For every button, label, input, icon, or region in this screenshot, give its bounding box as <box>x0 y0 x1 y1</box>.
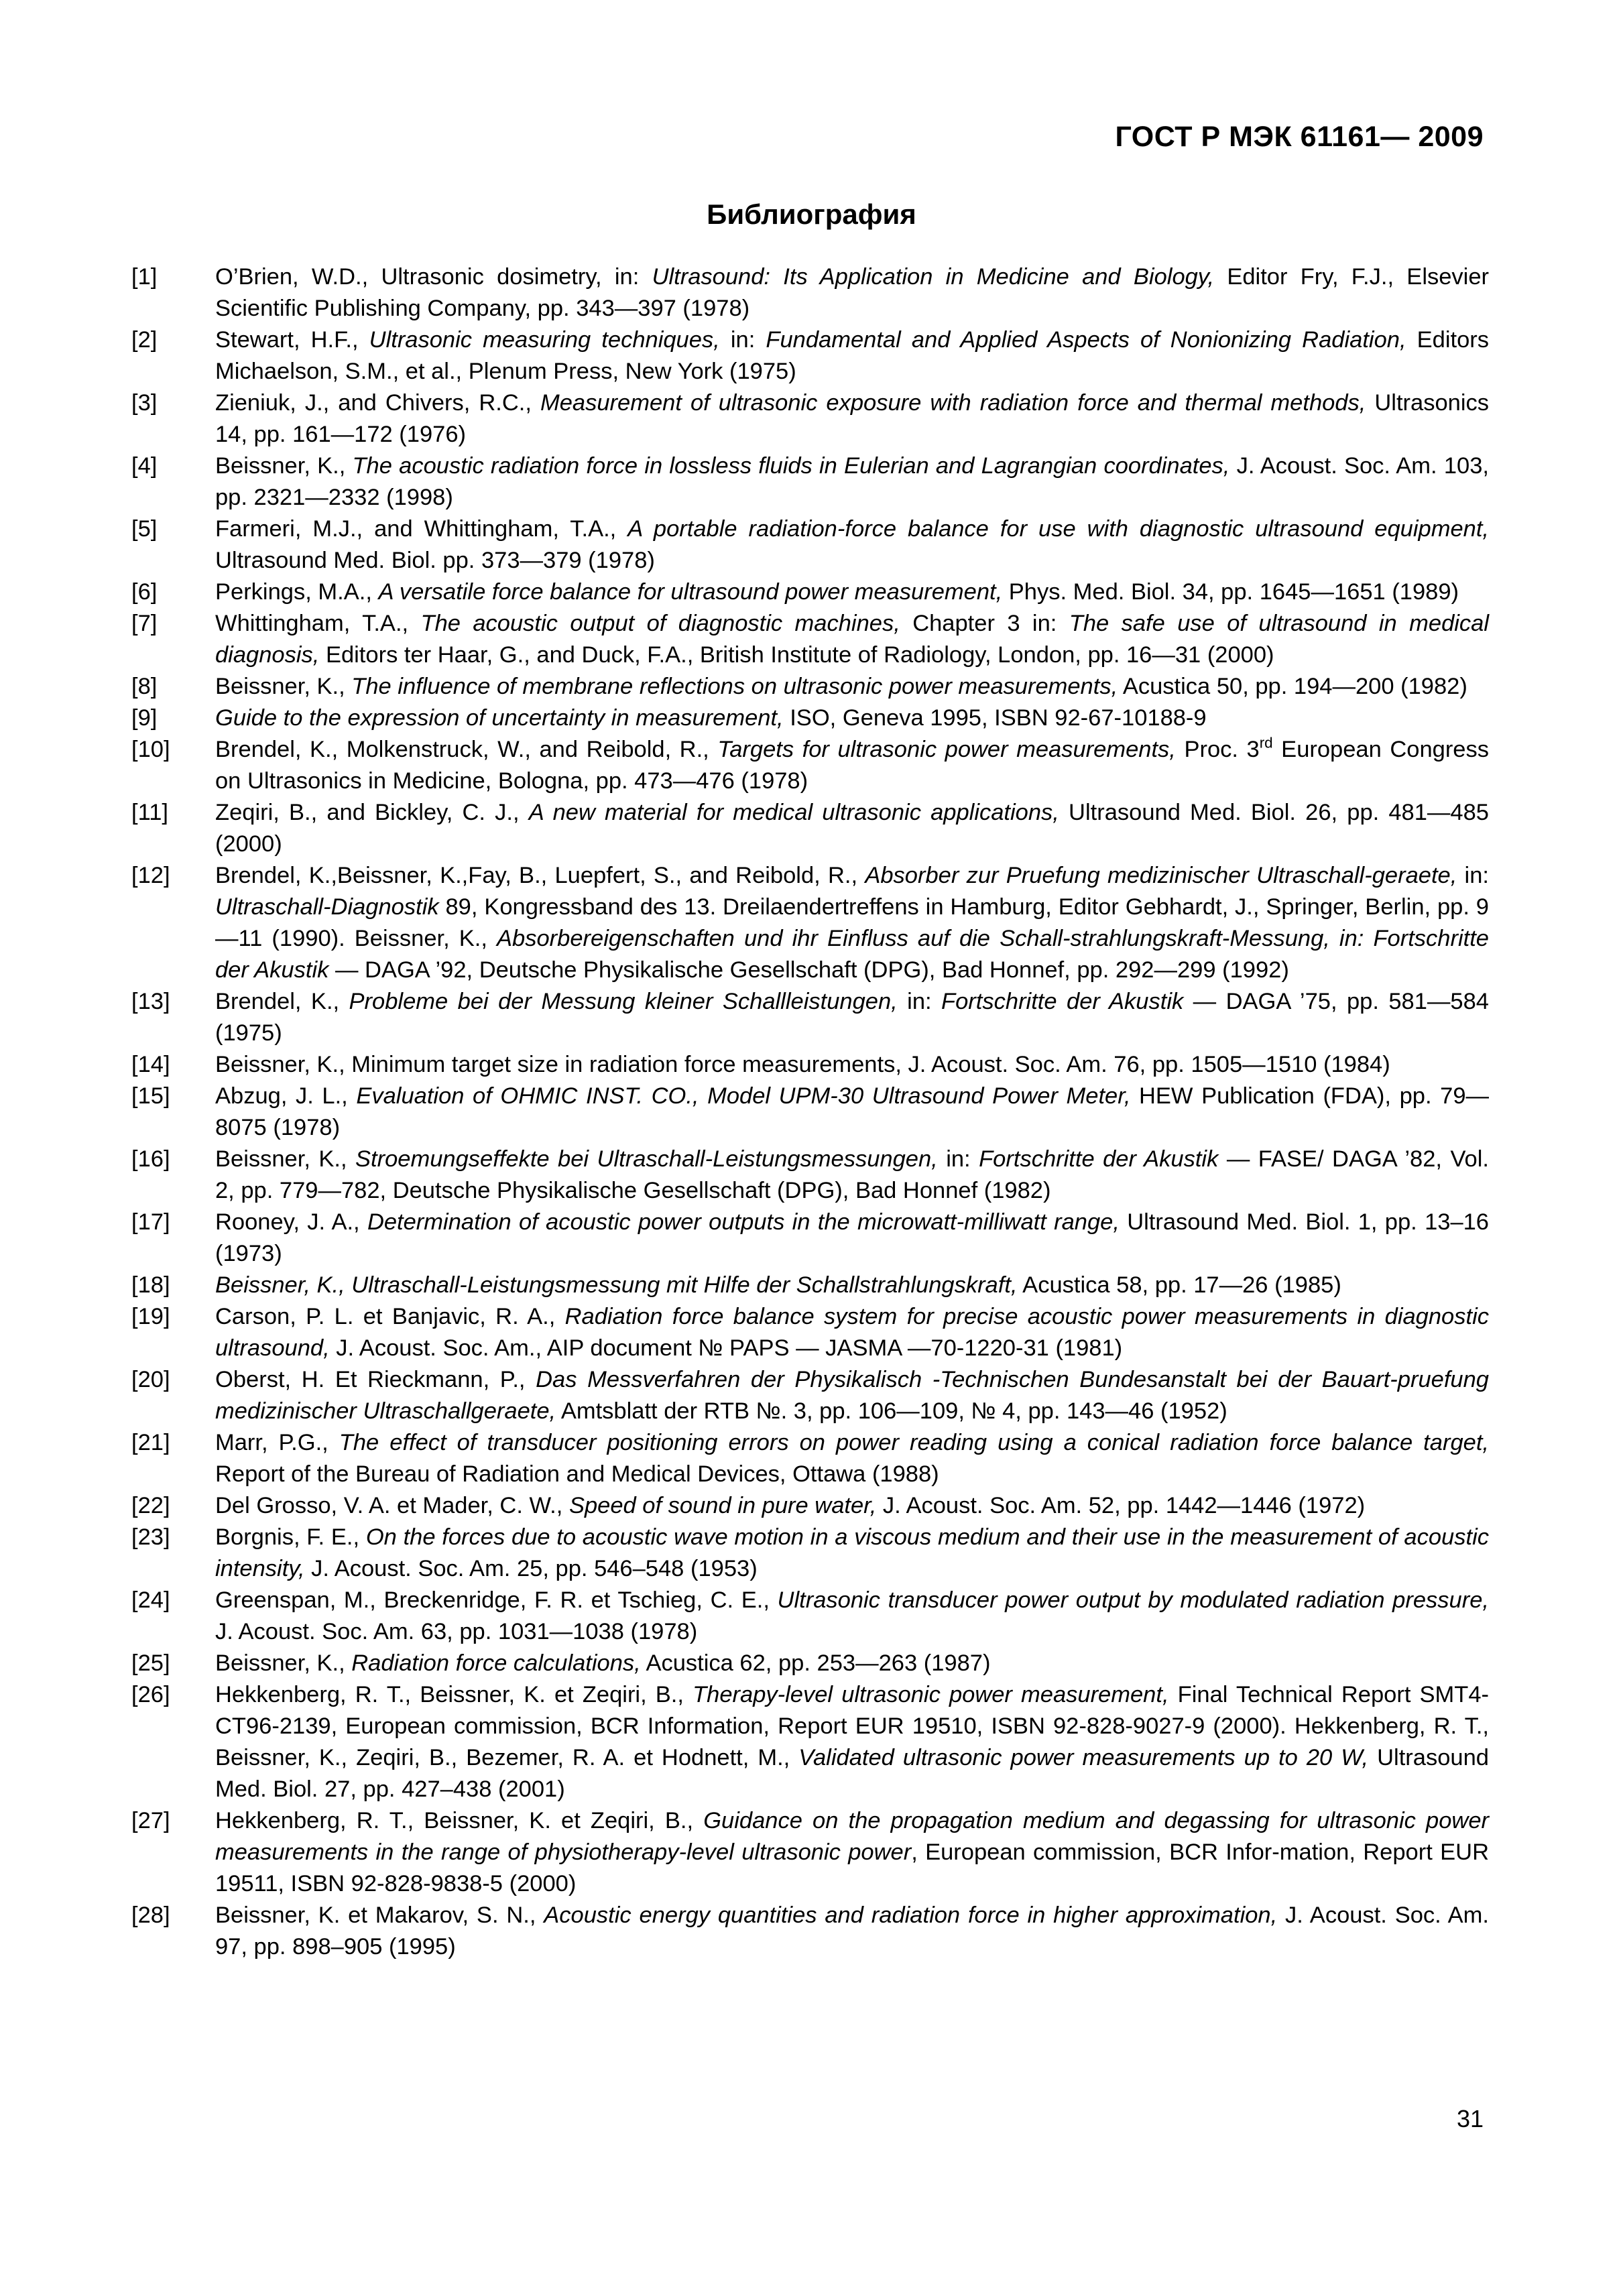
entry-number: [3] <box>131 390 158 416</box>
entry-number: [5] <box>131 516 158 542</box>
entry-number: [4] <box>131 453 158 479</box>
entry-number: [11] <box>131 800 168 825</box>
plain-text: in: <box>897 989 942 1014</box>
italic-text: Speed of sound in pure water, <box>568 1493 877 1518</box>
plain-text: Hekkenberg, R. T., Beissner, K. et Zeqiri, B., <box>215 1682 693 1707</box>
entry-number: [2] <box>131 327 158 353</box>
bibliography-entry <box>131 577 1489 608</box>
plain-text: J. Acoust. Soc. Am. 63, pp. 1031—1038 (1978) <box>215 1619 698 1644</box>
entry-number: [13] <box>131 989 170 1014</box>
entry-text <box>215 1522 1489 1585</box>
bibliography-entry <box>131 1270 1489 1301</box>
entry-text <box>215 450 1489 513</box>
plain-text: Zeqiri, B., and Bickley, C. J., <box>215 800 529 825</box>
bibliography-entry <box>131 1081 1489 1144</box>
plain-text: Whittingham, T.A., <box>215 611 421 636</box>
plain-text: 89, Kongressband des 13. Dreilaendertreffens in Hamburg, Editor Gebhardt, J., Springer, Berlin, pp. 9—11 (1990). Beissner, K., <box>215 894 1489 951</box>
plain-text: Ultrasonics 14, pp. 161—172 (1976) <box>215 390 1489 447</box>
italic-text: The safe use of ultrasound in medical diagnosis, <box>215 611 1490 668</box>
italic-text: Fundamental and Applied Aspects of Nonionizing Radiation, <box>766 327 1406 353</box>
entry-text <box>215 986 1489 1049</box>
italic-text: The effect of transducer positioning errors on power reading using a conical radiation force balance target, <box>339 1430 1489 1455</box>
italic-text: The acoustic output of diagnostic machines, <box>420 611 900 636</box>
italic-text: A new material for medical ultrasonic applications, <box>528 800 1059 825</box>
page-number: 31 <box>1456 2105 1484 2132</box>
plain-text: Report of the Bureau of Radiation and Medical Devices, Ottawa (1988) <box>215 1461 939 1487</box>
entry-text <box>215 797 1489 860</box>
bibliography-entry <box>131 1648 1489 1679</box>
entry-text <box>215 1427 1489 1490</box>
bibliography-entry <box>131 734 1489 797</box>
bibliography-entry <box>131 703 1489 734</box>
entry-text <box>215 1490 1489 1522</box>
plain-text: Proc. 3 <box>1175 737 1260 762</box>
entry-text <box>215 860 1489 986</box>
italic-text: Ultrasound: Its Application in Medicine and Biology, <box>652 264 1215 290</box>
bibliography-entry <box>131 1522 1489 1585</box>
entry-number: [15] <box>131 1083 170 1109</box>
plain-text: Carson, P. L. et Banjavic, R. A., <box>215 1304 565 1329</box>
plain-text: Acustica 62, pp. 253—263 (1987) <box>640 1650 991 1676</box>
entry-text <box>215 671 1489 703</box>
plain-text: Ultrasound Med. Biol. 27, pp. 427–438 (2001) <box>215 1745 1489 1802</box>
italic-text: Ultrasonic transducer power output by modulated radiation pressure, <box>777 1587 1489 1613</box>
plain-text: J. Acoust. Soc. Am. 25, pp. 546–548 (1953) <box>304 1556 758 1581</box>
plain-text: Stewart, H.F., <box>215 327 369 353</box>
italic-text: Measurement of ultrasonic exposure with radiation force and thermal methods, <box>540 390 1366 416</box>
italic-text: Ultrasonic measuring techniques, <box>369 327 720 353</box>
entry-number: [24] <box>131 1587 170 1613</box>
italic-text: The acoustic radiation force in lossless fluids in Eulerian and Lagrangian coordinates, <box>352 453 1230 479</box>
italic-text: Beissner, K., Ultraschall-Leistungsmessung mit Hilfe der Schallstrahlungskraft, <box>215 1272 1018 1298</box>
italic-text: Acoustic energy quantities and radiation force in higher approximation, <box>544 1902 1278 1928</box>
plain-text: Oberst, H. Et Rieckmann, P., <box>215 1367 536 1392</box>
entry-number: [23] <box>131 1524 170 1550</box>
italic-text: Validated ultrasonic power measurements up to 20 W, <box>798 1745 1369 1770</box>
plain-text: in: <box>937 1146 979 1172</box>
entry-text <box>215 513 1489 577</box>
italic-text: Radiation force balance system for precise acoustic power measurements in diagnostic ultrasound, <box>215 1304 1489 1361</box>
entry-number: [1] <box>131 264 158 290</box>
bibliography-entry <box>131 1490 1489 1522</box>
italic-text: Absorbereigenschaften und ihr Einfluss auf die Schall-strahlungskraft-Messung, in: Fortschritte der Akustik <box>215 926 1489 983</box>
entry-number: [7] <box>131 611 158 636</box>
entry-text <box>215 1144 1489 1207</box>
plain-text: Beissner, K., <box>215 674 352 699</box>
entry-number: [27] <box>131 1808 170 1833</box>
bibliography-entry <box>131 860 1489 986</box>
italic-text: Fortschritte der Akustik <box>941 989 1184 1014</box>
plain-text: Beissner, K., Minimum target size in radiation force measurements, J. Acoust. Soc. Am. 76, pp. 1505—1510 (1984) <box>215 1052 1390 1077</box>
bibliography-entry <box>131 986 1489 1049</box>
entry-text <box>215 1805 1489 1900</box>
bibliography-entry <box>131 1427 1489 1490</box>
entry-number: [8] <box>131 674 158 699</box>
plain-text: — DAGA ’92, Deutsche Physikalische Gesellschaft (DPG), Bad Honnef, pp. 292—299 (1992) <box>328 957 1289 983</box>
italic-text: Targets for ultrasonic power measurements, <box>717 737 1176 762</box>
plain-text: Hekkenberg, R. T., Beissner, K. et Zeqiri, B., <box>215 1808 704 1833</box>
plain-text: Zieniuk, J., and Chivers, R.C., <box>215 390 540 416</box>
italic-text: Evaluation of OHMIC INST. CO., Model UPM-30 Ultrasound Power Meter, <box>356 1083 1131 1109</box>
plain-text: HEW Publication (FDA), pp. 79—8075 (1978) <box>215 1083 1490 1140</box>
plain-text: Final Technical Report SMT4-CT96-2139, European commission, BCR Information, Report EUR 19510, ISBN 92-828-9027-9 (2000). Hekkenberg, R. T., Beissner, K., Zeqiri, B., Bezemer, R. A. et Hodnett, M., <box>215 1682 1490 1770</box>
plain-text: Chapter 3 in: <box>900 611 1069 636</box>
entry-text <box>215 1900 1489 1963</box>
plain-text: Abzug, J. L., <box>215 1083 357 1109</box>
entry-number: [18] <box>131 1272 170 1298</box>
plain-text: in: <box>719 327 766 353</box>
bibliography-entry <box>131 1364 1489 1427</box>
bibliography-entry <box>131 1805 1489 1900</box>
entry-number: [6] <box>131 579 158 605</box>
bibliography-entry <box>131 1207 1489 1270</box>
entry-text <box>215 1648 1489 1679</box>
entry-text <box>215 1270 1489 1301</box>
entry-text <box>215 1364 1489 1427</box>
entry-text <box>215 608 1489 671</box>
plain-text: O’Brien, W.D., Ultrasonic dosimetry, in: <box>215 264 652 290</box>
plain-text: , European commission, BCR Infor-mation, Report EUR 19511, ISBN 92-828-9838-5 (2000) <box>215 1839 1489 1896</box>
plain-text: Beissner, K., <box>215 1146 356 1172</box>
entry-text <box>215 1679 1489 1805</box>
entry-text <box>215 1081 1489 1144</box>
plain-text: Editors ter Haar, G., and Duck, F.A., British Institute of Radiology, London, pp. 16—31 (2000) <box>319 642 1274 668</box>
entry-number: [19] <box>131 1304 170 1329</box>
plain-text: Marr, P.G., <box>215 1430 339 1455</box>
entry-number: [12] <box>131 863 170 888</box>
plain-text: Beissner, K. et Makarov, S. N., <box>215 1902 544 1928</box>
entry-text <box>215 1049 1489 1081</box>
bibliography-entry <box>131 608 1489 671</box>
plain-text: Brendel, K.,Beissner, K.,Fay, B., Luepfert, S., and Reibold, R., <box>215 863 865 888</box>
italic-text: Therapy-level ultrasonic power measurement, <box>693 1682 1169 1707</box>
bibliography-entry <box>131 387 1489 450</box>
entry-number: [25] <box>131 1650 170 1676</box>
plain-text: Acustica 58, pp. 17—26 (1985) <box>1017 1272 1341 1298</box>
plain-text: Acustica 50, pp. 194—200 (1982) <box>1118 674 1467 699</box>
plain-text: J. Acoust. Soc. Am. 97, pp. 898–905 (1995) <box>215 1902 1490 1959</box>
italic-text: A versatile force balance for ultrasound power measurement, <box>378 579 1003 605</box>
entry-number: [10] <box>131 737 170 762</box>
italic-text: The influence of membrane reflections on ultrasonic power measurements, <box>351 674 1118 699</box>
entry-text <box>215 1207 1489 1270</box>
plain-text: ISO, Geneva 1995, ISBN 92-67-10188-9 <box>783 705 1207 731</box>
plain-text: Editor Fry, F.J., Elsevier Scientific Publishing Company, pp. 343—397 (1978) <box>215 264 1490 321</box>
bibliography-entry <box>131 1049 1489 1081</box>
plain-text: Beissner, K., <box>215 1650 352 1676</box>
entry-number: [21] <box>131 1430 170 1455</box>
entry-text <box>215 577 1489 608</box>
entry-number: [14] <box>131 1052 170 1077</box>
italic-text: Radiation force calculations, <box>351 1650 641 1676</box>
italic-text: Absorber zur Pruefung medizinischer Ultraschall-geraete, <box>865 863 1457 888</box>
italic-text: Ultraschall-Diagnostik <box>215 894 439 920</box>
bibliography-list <box>131 261 1489 1963</box>
bibliography-entry <box>131 671 1489 703</box>
entry-text <box>215 734 1489 797</box>
plain-text: J. Acoust. Soc. Am. 52, pp. 1442—1446 (1972) <box>876 1493 1366 1518</box>
bibliography-entry <box>131 324 1489 387</box>
italic-text: Probleme bei der Messung kleiner Schallleistungen, <box>349 989 898 1014</box>
plain-text: J. Acoust. Soc. Am., AIP document № PAPS — JASMA —70-1220-31 (1981) <box>329 1335 1123 1361</box>
plain-text: Amtsblatt der RTB №. 3, pp. 106—109, № 4, pp. 143—46 (1952) <box>556 1398 1227 1424</box>
plain-text: Ultrasound Med. Biol. pp. 373—379 (1978) <box>215 548 655 573</box>
bibliography-entry <box>131 1679 1489 1805</box>
entry-text <box>215 703 1489 734</box>
plain-text: Greenspan, M., Breckenridge, F. R. et Tschieg, C. E., <box>215 1587 778 1613</box>
plain-text: Rooney, J. A., <box>215 1209 367 1235</box>
plain-text: Ultrasound Med. Biol. 26, pp. 481—485 (2000) <box>215 800 1489 857</box>
entry-text <box>215 387 1489 450</box>
bibliography-entry <box>131 1900 1489 1963</box>
entry-number: [9] <box>131 705 158 731</box>
plain-text: Phys. Med. Biol. 34, pp. 1645—1651 (1989) <box>1002 579 1459 605</box>
superscript-text: rd <box>1259 734 1273 751</box>
italic-text: Fortschritte der Akustik <box>979 1146 1219 1172</box>
italic-text: Guidance on the propagation medium and degassing for ultrasonic power measurements in the range of physiotherapy-level ultrasonic power <box>215 1808 1489 1865</box>
italic-text: Das Messverfahren der Physikalisch -Technischen Bundesanstalt bei der Bauart-pruefung medizinischer Ultraschallgeraete, <box>215 1367 1489 1424</box>
entry-text <box>215 324 1489 387</box>
plain-text: Ultrasound Med. Biol. 1, pp. 13–16 (1973) <box>215 1209 1489 1266</box>
bibliography-title: Библиография <box>707 198 916 230</box>
entry-number: [16] <box>131 1146 170 1172</box>
plain-text: Perkings, M.A., <box>215 579 379 605</box>
plain-text: Borgnis, F. E., <box>215 1524 366 1550</box>
bibliography-entry <box>131 1585 1489 1648</box>
italic-text: Guide to the expression of uncertainty in measurement, <box>215 705 784 731</box>
bibliography-entry <box>131 1144 1489 1207</box>
plain-text: European Congress on Ultrasonics in Medicine, Bologna, pp. 473—476 (1978) <box>215 737 1489 794</box>
bibliography-entry <box>131 513 1489 577</box>
italic-text: Determination of acoustic power outputs in the microwatt-milliwatt range, <box>367 1209 1120 1235</box>
entry-text <box>215 1301 1489 1364</box>
entry-number: [22] <box>131 1493 170 1518</box>
plain-text: — FASE/ DAGA ’82, Vol. 2, pp. 779—782, Deutsche Physikalische Gesellschaft (DPG), Bad Honnef (1982) <box>215 1146 1489 1203</box>
italic-text: Stroemungseffekte bei Ultraschall-Leistungsmessungen, <box>355 1146 938 1172</box>
entry-number: [17] <box>131 1209 170 1235</box>
plain-text: Del Grosso, V. A. et Mader, C. W., <box>215 1493 569 1518</box>
entry-number: [28] <box>131 1902 170 1928</box>
plain-text: Brendel, K., <box>215 989 349 1014</box>
bibliography-entry <box>131 797 1489 860</box>
plain-text: J. Acoust. Soc. Am. 103, pp. 2321—2332 (1998) <box>215 453 1489 510</box>
entry-number: [26] <box>131 1682 170 1707</box>
plain-text: Farmeri, M.J., and Whittingham, T.A., <box>215 516 628 542</box>
plain-text: Editors Michaelson, S.M., et al., Plenum Press, New York (1975) <box>215 327 1489 384</box>
plain-text: — DAGA ’75, pp. 581—584 (1975) <box>215 989 1489 1046</box>
italic-text: A portable radiation-force balance for use with diagnostic ultrasound equipment, <box>627 516 1489 542</box>
entry-text <box>215 1585 1489 1648</box>
entry-text <box>215 261 1489 324</box>
bibliography-entry <box>131 261 1489 324</box>
bibliography-entry <box>131 1301 1489 1364</box>
italic-text: On the forces due to acoustic wave motion in a viscous medium and their use in the measurement of acoustic intensity, <box>215 1524 1489 1581</box>
plain-text: in: <box>1457 863 1489 888</box>
plain-text: Beissner, K., <box>215 453 353 479</box>
entry-number: [20] <box>131 1367 170 1392</box>
bibliography-entry <box>131 450 1489 513</box>
standard-code-header: ГОСТ Р МЭК 61161— 2009 <box>1115 121 1484 153</box>
plain-text: Brendel, K., Molkenstruck, W., and Reibold, R., <box>215 737 718 762</box>
